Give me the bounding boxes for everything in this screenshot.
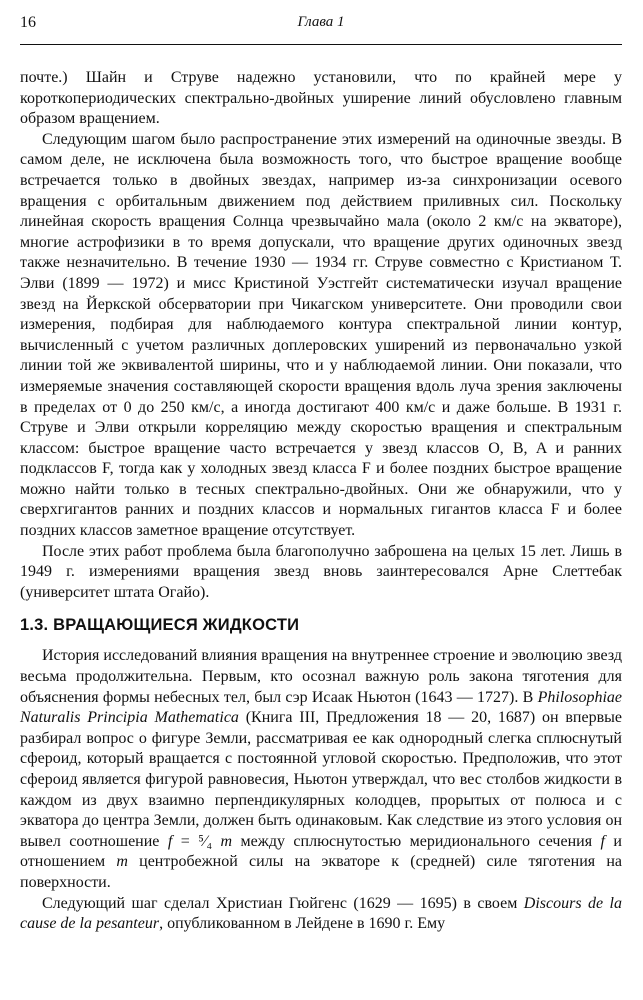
header-rule <box>20 44 622 45</box>
paragraph-3: После этих работ проблема была благополучно заброшена на целых 15 лет. Лишь в 1949 г. измерениями вращения звезд вновь заинтересовался Арне Слеттебак (университет штата Огайо). <box>20 542 622 601</box>
running-head: Глава 1 <box>297 14 345 30</box>
paragraph-5-text-a: Следующий шаг сделал Христиан Гюйгенс (1629 — 1695) в своем <box>42 894 524 912</box>
page-header <box>20 0 622 46</box>
paragraph-5-text-b: , опубликованном в Лейдене в 1690 г. Ему <box>159 915 446 933</box>
symbol-m: m <box>116 853 128 871</box>
formula-f: f <box>167 832 173 850</box>
paragraph-5 <box>20 894 622 935</box>
symbol-f: f <box>600 832 605 850</box>
body-text <box>20 68 622 935</box>
paragraph-1: почте.) Шайн и Струве надежно установили, что по крайней мере у короткопериодических спектрально-двойных уширение линий обусловлено главным образом вращением. <box>20 69 622 128</box>
document-page <box>20 0 622 935</box>
paragraph-4-text-d: между сплюснутостью меридионального сечения <box>232 832 601 850</box>
formula-m: m <box>220 832 233 850</box>
paragraph-4-text-f: центробежной силы на экваторе к (средней) силе тяготения на поверхности. <box>20 853 622 891</box>
paragraph-4-text-e: и отношением <box>20 832 622 871</box>
paragraph-4 <box>20 646 622 893</box>
principia-title: Philosophiae Naturalis Principia Mathematica <box>20 688 622 727</box>
formula-relation: = ⁵⁄₄ <box>172 832 221 850</box>
paragraph-4-text-b: (Книга III, Предложения 18 — 20, 1687) он впервые разбирал вопрос о фигуре Земли, рассматривая ее как однородный слегка сплюснутый сфероид, который вращается с постоянной угловой скоростью. Предположив, что этот сфероид является фигурой равновесия, Ньютон утверждал, что вес столбов жидкости в каждом из двух взаимно перпендикулярных колодцев, прорытых от полюса и с экватора до центра Земли, должен быть одинаковым. Как следствие из этого условия он вывел соотношение <box>20 709 622 850</box>
paragraph-4-text-a: История исследований влияния вращения на внутреннее строение и эволюцию звезд весьма продолжительна. Первым, кто осознал важную роль закона тяготения для объяснения формы небесных тел, был сэр Исаак Ньютон (1643 — 1727). В <box>20 647 622 706</box>
paragraph-2: Следующим шагом было распространение этих измерений на одиночные звезды. В самом деле, не исключена была возможность того, что быстрое вращение вообще встречается только в двойных звездах, например из-за синхронизации осевого вращения с орбитальным движением под действием приливных сил. Поскольку линейная скорость вращения Солнца чрезвычайно мала (около 2 км/с на экваторе), многие астрофизики в то время допускали, что вращение других одиночных звезд также незначительно. В течение 1930 — 1934 гг. Струве совместно с Кристианом Т. Элви (1899 — 1972) и мисс Кристиной Уэстгейт систематически изучал вращение звезд на Йеркской обсерватории при Чикагском университете. Они проводили свои измерения, подбирая для наблюдаемого контура спектральной линии контур, вычисленный с учетом различных доплеровских уширений из первоначально узкой линии той же эквивалентой ширины, что и у наблюдаемой линии. Они показали, что измеряемые значения составляющей скорости вращения вдоль луча зрения заключены в пределах от 0 до 250 км/с, а иногда достигают 400 км/с и даже больше. В 1931 г. Струве и Элви открыли корреляцию между скоростью вращения и спектральным классом: быстрое вращение часто встречается у звезд классов O, B, A и ранних подклассов F, тогда как у холодных звезд класса F и более поздних быстрое вращение можно найти только в тесных спектрально-двойных. Они же обнаружили, что у сверхгигантов ранних и поздних классов и нормальных гигантов класса F и более поздних классов заметное вращение отсутствует. <box>20 130 622 540</box>
section-heading: 1.3. ВРАЩАЮЩИЕСЯ ЖИДКОСТИ <box>20 616 300 635</box>
discours-title: Discours de la cause de la pesanteur <box>20 894 622 933</box>
page-number: 16 <box>20 14 36 31</box>
